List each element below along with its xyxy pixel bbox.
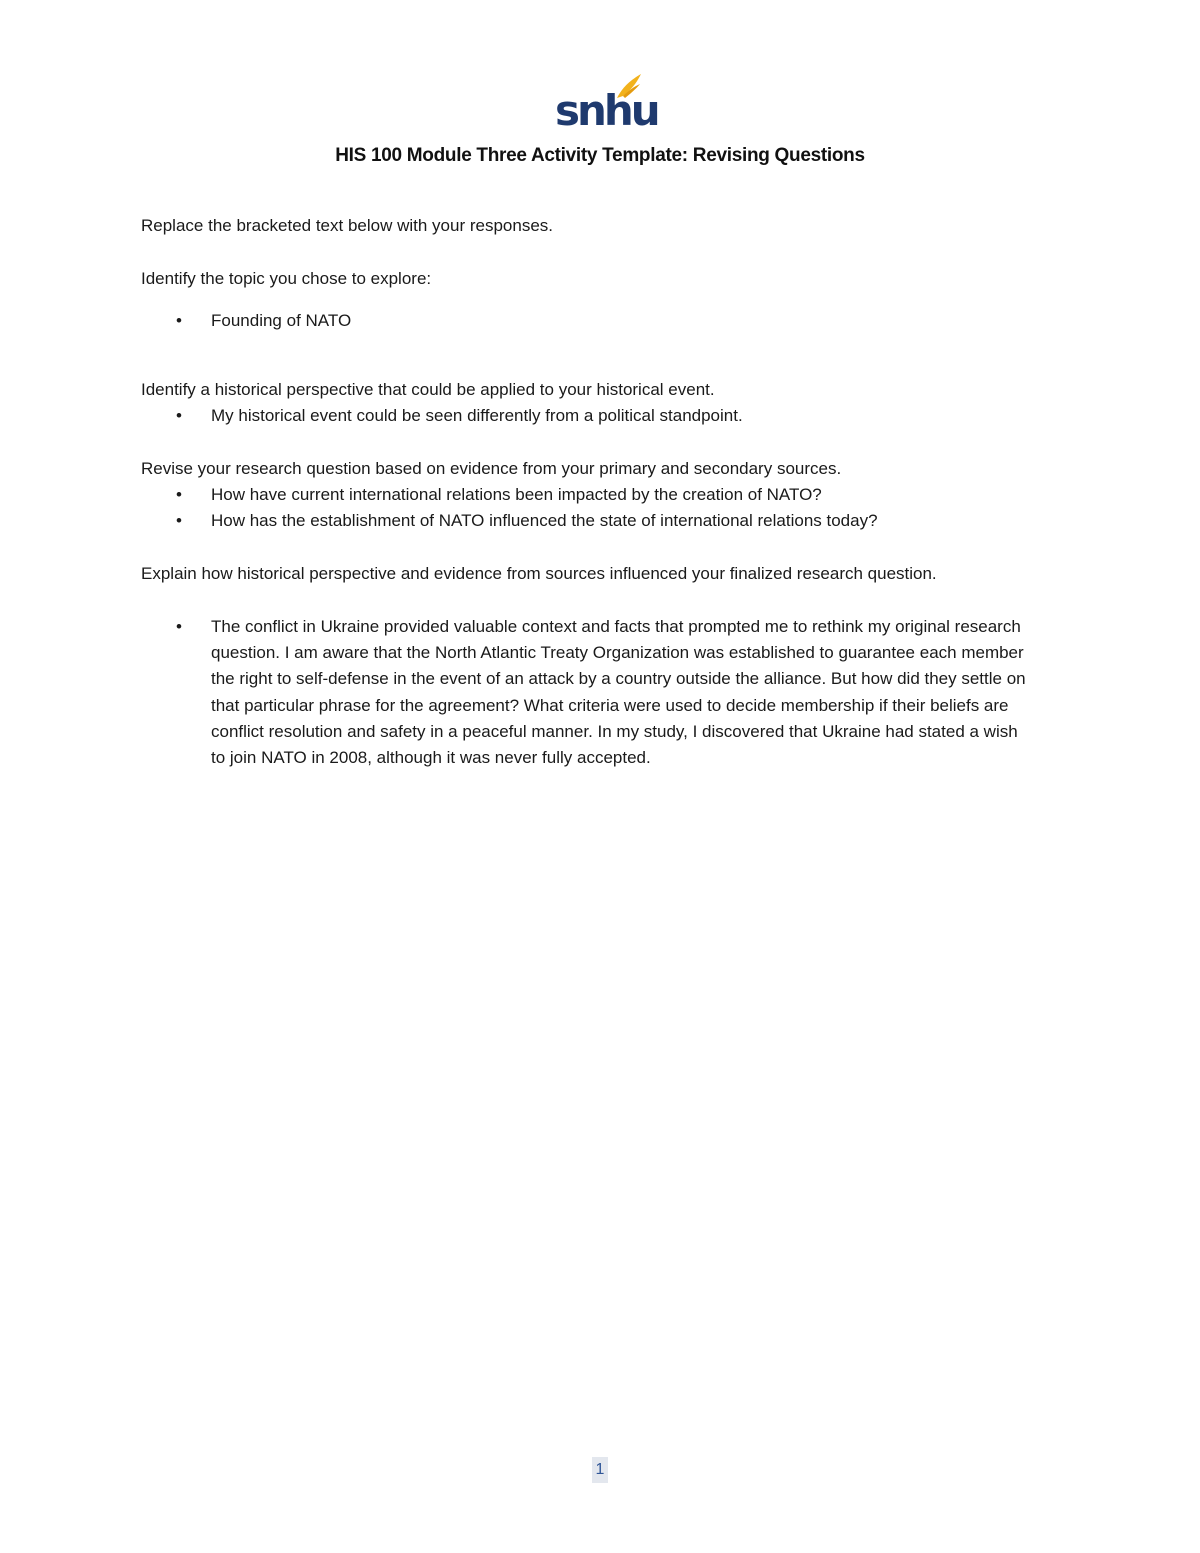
bullet-icon: • bbox=[176, 485, 182, 504]
snhu-logo bbox=[555, 72, 658, 135]
section-3-bullet-1: How have current international relations been impacted by the creation of NATO? bbox=[211, 485, 822, 504]
bullet-icon: • bbox=[176, 406, 182, 425]
section-3-prompt: Revise your research question based on evidence from your primary and secondary sources. bbox=[141, 459, 842, 478]
logo-wordmark: snhu bbox=[555, 86, 658, 135]
bullet-icon: • bbox=[176, 617, 182, 636]
page-number: 1 bbox=[592, 1457, 608, 1483]
section-4-prompt: Explain how historical perspective and evidence from sources influenced your finalized research question. bbox=[141, 564, 937, 583]
section-2-bullet-1: My historical event could be seen differently from a political standpoint. bbox=[211, 406, 743, 425]
bullet-icon: • bbox=[176, 311, 182, 330]
instructions-text: Replace the bracketed text below with your responses. bbox=[141, 216, 554, 235]
section-3-bullet-2: How has the establishment of NATO influenced the state of international relations today? bbox=[211, 511, 878, 530]
bullet-icon: • bbox=[176, 511, 182, 530]
page-title: HIS 100 Module Three Activity Template: Revising Questions bbox=[335, 145, 865, 166]
section-4-bullet-1: The conflict in Ukraine provided valuable context and facts that prompted me to rethink my original research question. I am aware that the North Atlantic Treaty Organization was established to guarantee each member the right to self-defense in the event of an attack by a country outside the alliance. But how did they settle on that particular phrase for the agreement? What criteria were used to decide membership if their beliefs are conflict resolution and safety in a peaceful manner. In my study, I discovered that Ukraine had stated a wish to join NATO in 2008, although it was never fully accepted. bbox=[211, 617, 1026, 768]
section-1-bullet-1: Founding of NATO bbox=[211, 311, 352, 330]
section-1-prompt: Identify the topic you chose to explore: bbox=[141, 269, 432, 288]
section-2-prompt: Identify a historical perspective that could be applied to your historical event. bbox=[141, 380, 715, 399]
